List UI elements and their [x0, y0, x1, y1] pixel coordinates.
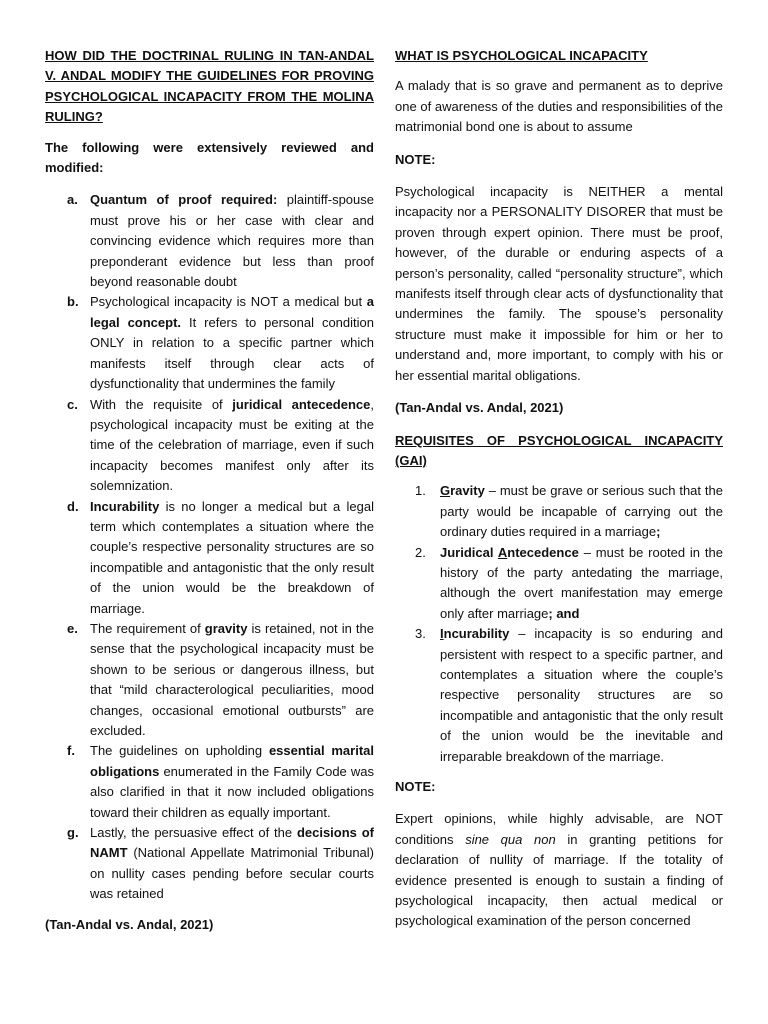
requisite-term: ntecedence — [507, 544, 579, 560]
left-column — [45, 46, 374, 947]
item-text: is retained, not in the sense that the psychological incapacity must be shown to be serious or dangerous illness, but that “mild characterological peculiarities, mood changes, occasional emotional outbursts” are excluded. — [90, 620, 374, 738]
list-item — [45, 395, 374, 497]
requisite-term: ncurability — [443, 626, 510, 642]
note2-text — [395, 809, 723, 931]
requisite-text: – incapacity is so enduring and persistent with respect to a specific partner, and contemplates a situation where the couple’s respective personality structures are so incompatible and antagonistic that the only result of the union would be the inevitable and irreparable breakdown of the marriage. — [440, 626, 723, 764]
requisites-list — [395, 481, 723, 767]
list-marker: d. — [67, 498, 79, 514]
item-lead: Quantum of proof required: — [90, 192, 278, 208]
note2-text-end: in granting petitions for declaration of nullity of marriage. If the totality of evidence presented is enough to sustain a finding of psychological incapacity, then actual medical or psychological examination of the person concerned — [395, 831, 723, 929]
left-citation: (Tan-Andal vs. Andal, 2021) — [45, 916, 214, 932]
list-marker: b. — [67, 294, 79, 310]
note-text: Psychological incapacity is NEITHER a mental incapacity nor a PERSONALITY DISORER that must be proven through expert opinion. There must be proof, however, of the durable or enduring aspects of a person’s personality, called “personality structure”, which manifests itself through clear acts of dysfunctionality that undermines the family. The spouse’s personality structure must make it impossible for him or her to understand and, more important, to comply with his or her essential marital obligations. — [395, 184, 723, 383]
list-item — [395, 624, 723, 767]
item-bold: a legal concept. — [90, 294, 374, 330]
item-text: The requirement of — [90, 620, 205, 636]
item-lead: Incurability — [90, 498, 160, 514]
list-marker: 2. — [415, 544, 426, 560]
item-text: It refers to personal condition ONLY in relation to a specific partner which manifests itself through clear acts of dysfunctionality that undermines the family — [90, 314, 374, 392]
list-marker: a. — [67, 192, 78, 208]
list-item — [395, 481, 723, 542]
requisite-initial: A — [497, 544, 508, 560]
item-text: The guidelines on upholding — [90, 743, 269, 759]
left-intro: The following were extensively reviewed and modified: — [45, 139, 374, 176]
item-text: (National Appellate Matrimonial Tribunal) on nullity cases pending before secular courts was retained — [90, 845, 374, 902]
note2-label: NOTE: — [395, 779, 436, 794]
list-marker: 3. — [415, 626, 426, 642]
right-column — [395, 46, 723, 944]
item-bold: juridical antecedence — [232, 396, 371, 412]
requisite-term: ravity — [450, 483, 485, 499]
item-bold: decisions of NAMT — [90, 825, 374, 861]
list-marker: g. — [67, 825, 79, 841]
definition-text: A malady that is so grave and permanent as to deprive one of awareness of the duties and responsibilities of the matrimonial bond one is about to assume — [395, 78, 723, 135]
list-marker: e. — [67, 620, 78, 636]
list-marker: f. — [67, 743, 75, 759]
list-item — [45, 292, 374, 394]
requisite-initial: G — [440, 483, 451, 499]
list-item — [45, 619, 374, 741]
item-text: is no longer a medical but a legal term which contemplates a situation where the couple’s respective personality structures are so incompatible and antagonistic that the only result of the union would be the breakdown of marriage. — [90, 498, 374, 616]
item-text: Psychological incapacity is NOT a medical but — [90, 294, 367, 310]
item-text: plaintiff-spouse must prove his or her case with clear and convincing evidence which requires more than preponderant evidence but less than proof beyond reasonable doubt — [90, 192, 374, 290]
list-item — [45, 497, 374, 619]
item-text: enumerated in the Family Code was also clarified in that it now included obligations toward their children as equally important. — [90, 763, 374, 820]
requisite-initial: I — [440, 626, 444, 642]
requisite-tail: ; — [656, 524, 661, 540]
note2-italic: sine qua non — [465, 831, 556, 847]
requisites-heading: REQUISITES OF PSYCHOLOGICAL INCAPACITY (GAI) — [395, 432, 723, 468]
item-bold: essential marital obligations — [90, 743, 374, 779]
left-heading: HOW DID THE DOCTRINAL RULING IN TAN-ANDAL V. ANDAL MODIFY THE GUIDELINES FOR PROVING PSYCHOLOGICAL INCAPACITY FROM THE MOLINA RULING? — [45, 48, 374, 125]
requisite-term: Juridical — [440, 544, 498, 560]
note-label: NOTE: — [395, 151, 436, 167]
list-item — [45, 741, 374, 823]
list-marker: 1. — [415, 483, 426, 499]
item-bold: gravity — [204, 620, 248, 636]
requisite-tail: ; and — [548, 605, 580, 621]
modification-list — [45, 190, 374, 904]
list-item — [395, 543, 723, 625]
list-marker: c. — [67, 396, 78, 412]
requisite-text: – must be grave or serious such that the party would be incapable of carrying out the ordinary duties required in a marriage — [440, 483, 723, 540]
right-citation: (Tan-Andal vs. Andal, 2021) — [395, 400, 564, 416]
requisite-text: – must be rooted in the history of the party antedating the marriage, although the overt manifestation may emerge only after marriage — [440, 544, 723, 621]
list-item — [45, 190, 374, 292]
note2-text-start: Expert opinions, while highly advisable, are NOT conditions — [395, 811, 723, 847]
item-text: With the requisite of — [90, 396, 233, 412]
item-text: , psychological incapacity must be exiting at the time of the celebration of marriage, even if such incapacity becomes manifest only after its solemnization. — [90, 396, 374, 494]
list-item — [45, 823, 374, 905]
definition-heading: WHAT IS PSYCHOLOGICAL INCAPACITY — [395, 48, 648, 63]
item-text: Lastly, the persuasive effect of the — [90, 825, 297, 841]
